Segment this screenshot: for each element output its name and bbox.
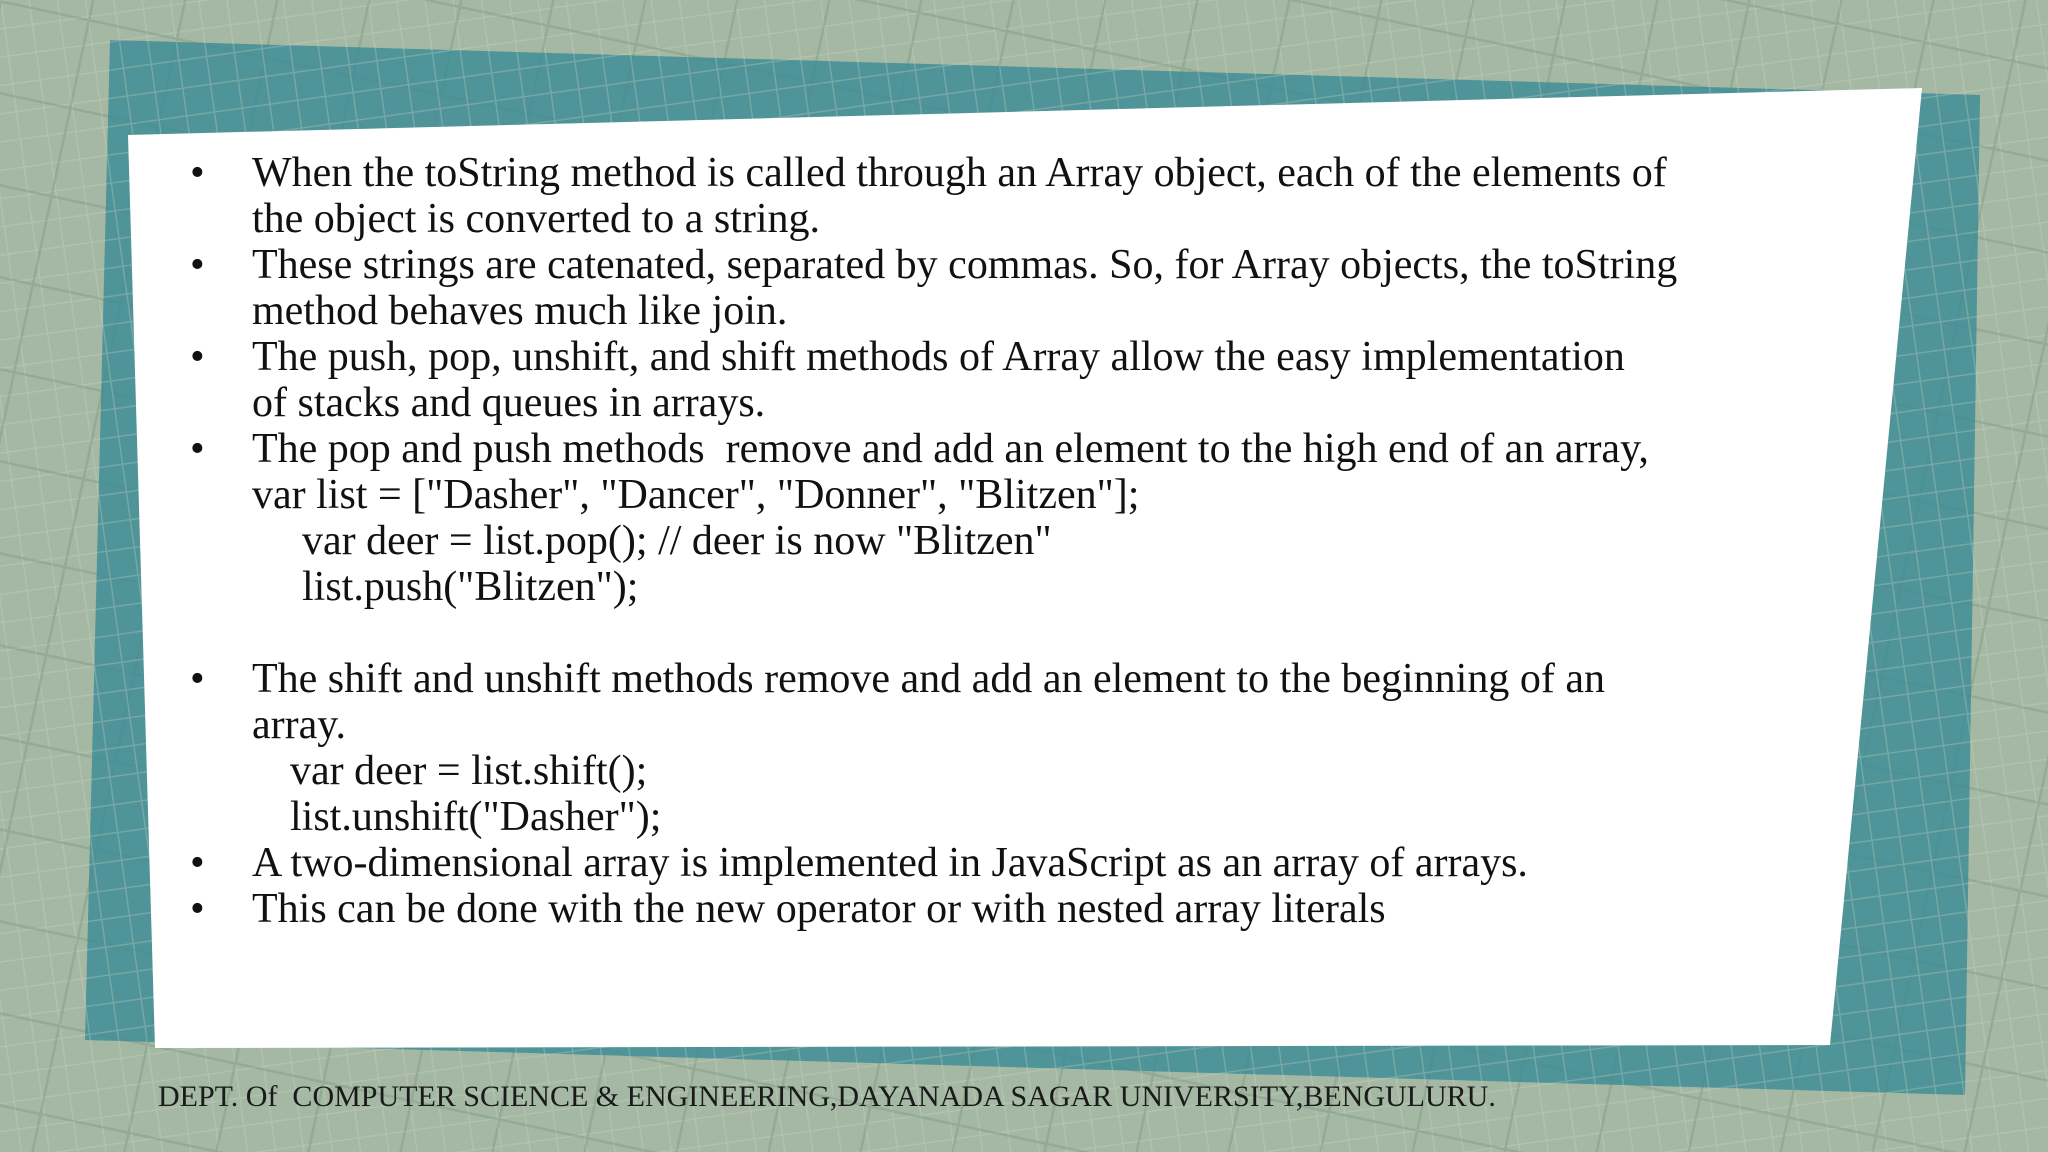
bullet-text: The shift and unshift methods remove and add an element to the beginning of an — [252, 656, 1605, 702]
bullet-dot: • — [190, 886, 205, 932]
bullet-item — [190, 150, 1870, 242]
code-line: list.push("Blitzen"); — [302, 564, 639, 610]
code-line: var deer = list.shift(); — [290, 748, 648, 794]
bullet-dot: • — [190, 242, 205, 288]
bullet-item — [190, 656, 1870, 840]
bullet-item — [190, 334, 1870, 426]
bullet-dot: • — [190, 656, 205, 702]
bullet-dot: • — [190, 840, 205, 886]
bullet-text: When the toString method is called through an Array object, each of the elements of — [252, 150, 1667, 196]
bullet-dot: • — [190, 150, 205, 196]
bullet-text: array. — [252, 702, 347, 748]
slide-body — [190, 150, 1870, 932]
bullet-item — [190, 840, 1870, 886]
bullet-dot: • — [190, 426, 205, 472]
bullet-text: The push, pop, unshift, and shift methods of Array allow the easy implementation — [252, 334, 1625, 380]
bullet-text: A two-dimensional array is implemented in JavaScript as an array of arrays. — [252, 840, 1528, 886]
bullet-item — [190, 242, 1870, 334]
code-line: var deer = list.pop(); // deer is now "Blitzen" — [302, 518, 1052, 564]
spacer — [190, 610, 1870, 656]
code-line: list.unshift("Dasher"); — [290, 794, 662, 840]
bullet-item — [190, 886, 1870, 932]
bullet-text: method behaves much like join. — [252, 288, 788, 334]
slide-footer: DEPT. Of COMPUTER SCIENCE & ENGINEERING,DAYANADA SAGAR UNIVERSITY,BENGULURU. — [158, 1080, 1496, 1113]
code-line: var list = ["Dasher", "Dancer", "Donner", "Blitzen"]; — [252, 472, 1140, 518]
bullet-text: This can be done with the new operator or with nested array literals — [252, 886, 1386, 932]
bullet-text: of stacks and queues in arrays. — [252, 380, 766, 426]
bullet-dot: • — [190, 334, 205, 380]
bullet-item — [190, 426, 1870, 610]
bullet-text: These strings are catenated, separated by commas. So, for Array objects, the toString — [252, 242, 1678, 288]
bullet-text: The pop and push methods remove and add an element to the high end of an array, — [252, 426, 1649, 472]
bullet-text: the object is converted to a string. — [252, 196, 821, 242]
